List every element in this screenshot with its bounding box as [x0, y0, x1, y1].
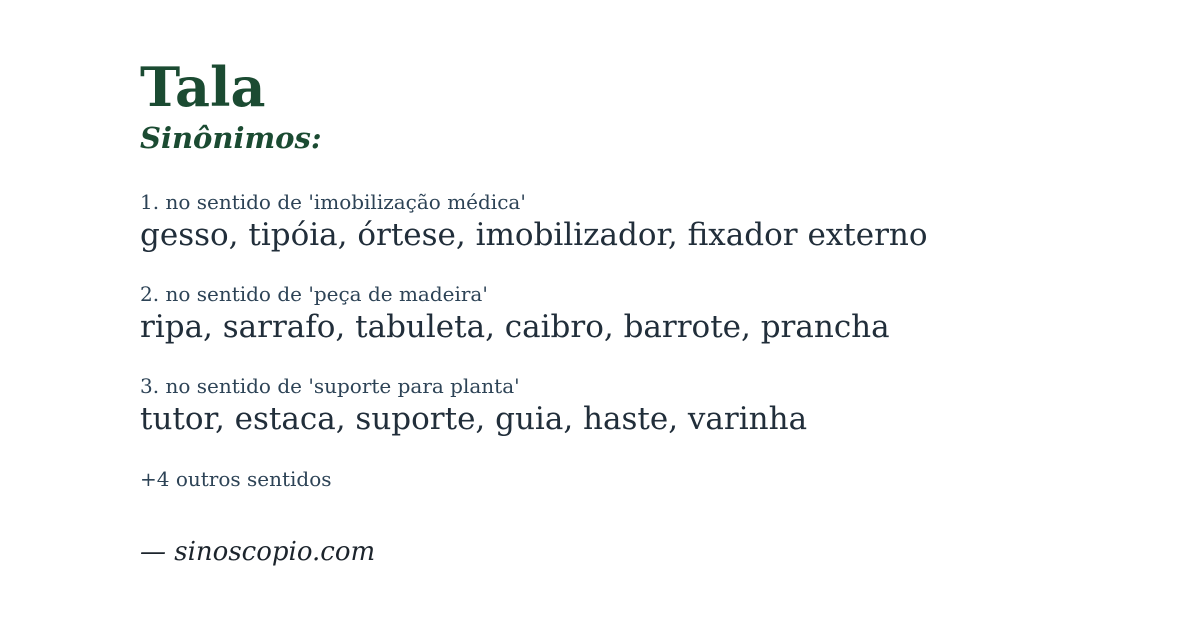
sense-label: 2. no sentido de 'peça de madeira' [140, 281, 488, 306]
synonym-card [140, 55, 1100, 567]
sense-label: 3. no sentido de 'suporte para planta' [140, 373, 520, 398]
more-senses-note: +4 outros sentidos [140, 466, 332, 491]
sense-entry-2 [140, 283, 1100, 345]
synonyms-heading: Sinônimos: [140, 121, 322, 155]
sense-label: 1. no sentido de 'imobilização médica' [140, 189, 526, 214]
sense-synonyms: ripa, sarrafo, tabuleta, caibro, barrote, prancha [140, 308, 890, 345]
sense-synonyms: tutor, estaca, suporte, guia, haste, varinha [140, 400, 808, 437]
word-title: Tala [140, 55, 266, 119]
sense-entry-3 [140, 375, 1100, 437]
sense-synonyms: gesso, tipóia, órtese, imobilizador, fixador externo [140, 216, 928, 253]
sense-entry-1 [140, 191, 1100, 253]
site-attribution: — sinoscopio.com [140, 536, 376, 567]
senses-list [140, 191, 1100, 437]
